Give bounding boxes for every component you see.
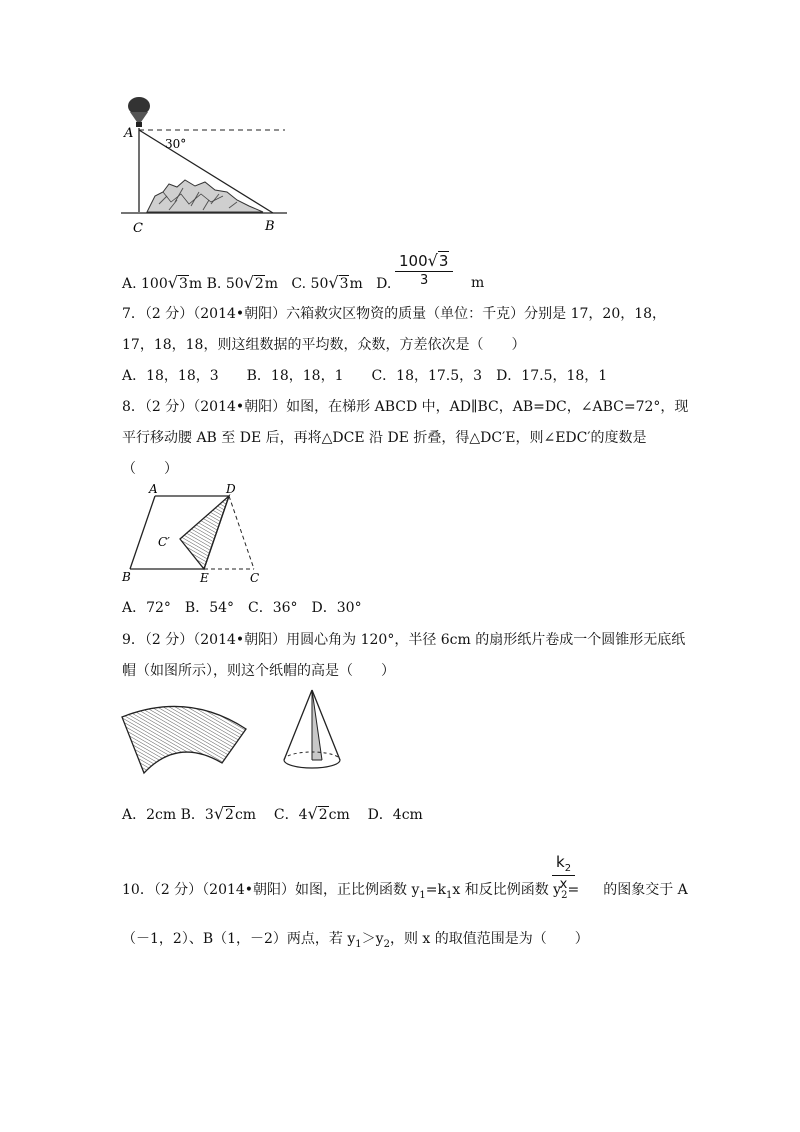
balloon-icon bbox=[128, 97, 150, 127]
q10-fraction-k2-over-x: $k_2$ x bbox=[552, 853, 575, 892]
q8-trapezoid-figure bbox=[118, 480, 278, 585]
q6-option-b: B. 50√2m bbox=[206, 273, 279, 292]
fig6-label-b: B bbox=[265, 219, 275, 234]
q6-option-d-fraction: 100√3 3 bbox=[395, 251, 453, 288]
q6-option-d-label: D. bbox=[376, 276, 392, 292]
q8-label-a: A bbox=[149, 482, 158, 496]
q8-label-e: E bbox=[200, 571, 209, 585]
fig6-angle-label: 30° bbox=[165, 137, 187, 151]
fig6-label-a: A bbox=[124, 126, 134, 141]
q6-option-d-unit: m bbox=[471, 275, 485, 291]
q8-stem-line3: （ ） bbox=[122, 461, 178, 477]
q6-options bbox=[122, 273, 391, 294]
q8-label-b: B bbox=[122, 570, 131, 584]
q8-label-c-prime: C′ bbox=[158, 535, 170, 549]
q7-options: A．18，18，3 B．18，18，1 C．18，17.5，3 D．17.5，18，1 bbox=[122, 368, 608, 384]
q9-option-c: C．4√2cm bbox=[273, 804, 350, 823]
q8-stem-line2: 平行移动腰 AB 至 DE 后，再将△DCE 沿 DE 折叠，得△DC′E，则∠EDC′的度数是 bbox=[122, 430, 647, 446]
q8-label-d: D bbox=[226, 482, 236, 496]
q10-stem-line1: 10．（2 分）（2014•朝阳）如图，正比例函数 $y_1=k_1x$ 和反比例函数 $y_2=$ 的图象交于 A bbox=[122, 882, 688, 901]
q9-options bbox=[122, 804, 423, 825]
q9-stem-line1: 9．（2 分）（2014•朝阳）用圆心角为 120°，半径 6cm 的扇形纸片卷成一个圆锥形无底纸 bbox=[122, 632, 686, 648]
q10-stem-line2: （－1，2）、B（1，－2）两点，若 $y_1>y_2$，则 x 的取值范围是为（ ） bbox=[122, 931, 589, 950]
q8-options: A．72° B．54° C．36° D．30° bbox=[122, 600, 362, 616]
q6-option-c: C. 50√3m bbox=[291, 273, 363, 292]
q8-label-c: C bbox=[250, 571, 260, 585]
q7-stem-line1: 7．（2 分）（2014•朝阳）六箱救灾区物资的质量（单位：千克）分别是 17，20，18， bbox=[122, 306, 667, 322]
fig6-label-c: C bbox=[133, 221, 143, 236]
q6-figure bbox=[115, 92, 295, 237]
q9-option-b: B．3√2cm bbox=[180, 804, 257, 823]
q6-option-a: A. 100√3m bbox=[122, 273, 203, 292]
q9-cone-figure bbox=[276, 688, 356, 780]
q7-stem-line2: 17，18，18，则这组数据的平均数，众数，方差依次是（ ） bbox=[122, 337, 526, 353]
q9-option-d: D．4cm bbox=[367, 807, 423, 823]
q9-option-a: A．2cm bbox=[122, 807, 177, 823]
q9-sector-figure bbox=[118, 695, 258, 775]
q8-stem-line1: 8．（2 分）（2014•朝阳）如图，在梯形 ABCD 中，AD∥BC，AB=DC，∠ABC=72°，现 bbox=[122, 399, 689, 415]
q9-stem-line2: 帽（如图所示），则这个纸帽的高是（ ） bbox=[122, 663, 395, 679]
